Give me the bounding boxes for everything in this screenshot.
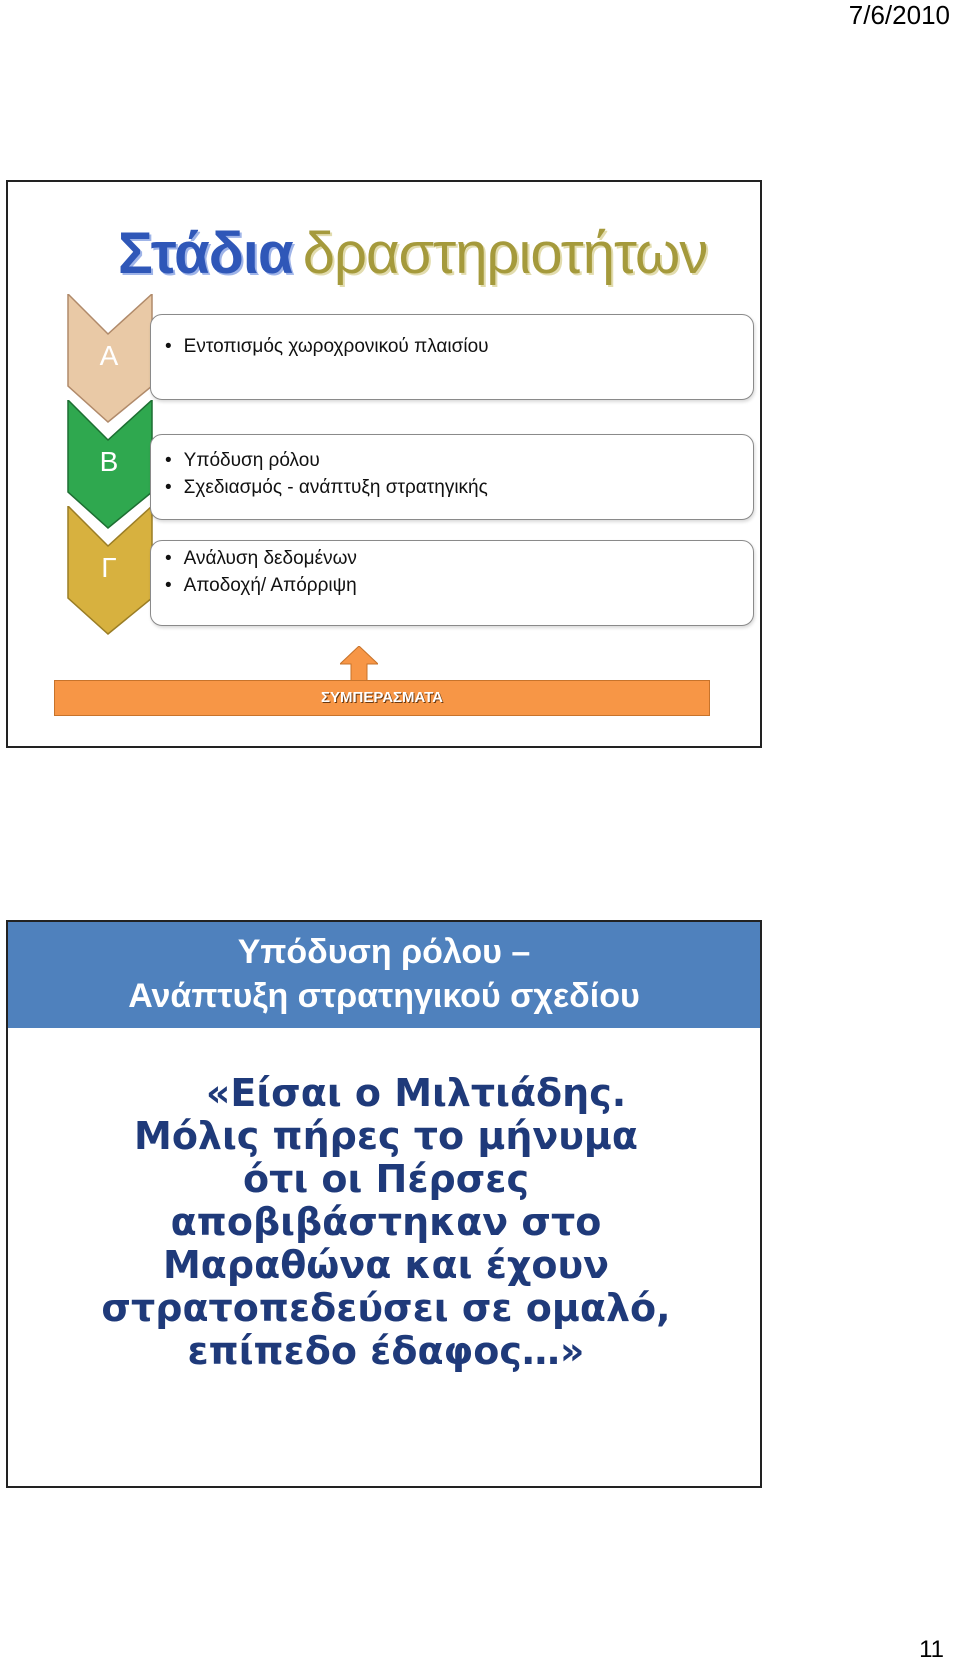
body-line: Μόλις πήρες το μήνυμα xyxy=(134,1114,638,1158)
title-part-2: δραστηριοτήτων xyxy=(302,221,708,286)
stage-box-c xyxy=(150,540,754,626)
stage-chevron-c xyxy=(66,506,162,636)
header-date: 7/6/2010 xyxy=(848,0,950,30)
stage-letter-c: Γ xyxy=(101,552,117,583)
body-line: επίπεδο έδαφος…» xyxy=(187,1329,585,1373)
conclusions-bar xyxy=(54,680,710,716)
stage-b-item: • Υπόδυση ρόλου xyxy=(165,447,488,474)
body-line: αποβιβάστηκαν στο xyxy=(170,1200,602,1244)
slide-stages xyxy=(6,180,762,748)
page-number: 11 xyxy=(919,1636,944,1663)
slide-header xyxy=(8,922,760,1028)
stage-c-item: • Ανάλυση δεδομένων xyxy=(165,545,357,572)
slide-header-line-1: Υπόδυση ρόλου – xyxy=(237,933,531,971)
stage-a-item: • Εντοπισμός χωροχρονικού πλαισίου xyxy=(165,333,489,360)
body-line: στρατοπεδεύσει σε ομαλό, xyxy=(101,1286,671,1330)
slide-title xyxy=(118,220,707,287)
body-line: «Είσαι ο Μιλτιάδης. xyxy=(205,1071,627,1115)
conclusions-label: ΣΥΜΠΕΡΑΣΜΑΤΑ xyxy=(320,689,444,706)
slide-role-play xyxy=(6,920,762,1488)
stage-b-item: • Σχεδιασμός - ανάπτυξη στρατηγικής xyxy=(165,474,488,501)
body-line: ότι οι Πέρσες xyxy=(243,1157,529,1201)
stage-letter-b: Β xyxy=(99,446,119,477)
body-line: Μαραθώνα και έχουν xyxy=(162,1243,610,1287)
stage-box-b xyxy=(150,434,754,520)
stage-box-a xyxy=(150,314,754,400)
slide-header-line-2: Ανάπτυξη στρατηγικού σχεδίου xyxy=(128,977,640,1015)
stage-c-item: • Αποδοχή/ Απόρριψη xyxy=(165,572,357,599)
title-part-1: Στάδια xyxy=(118,221,293,286)
slide-body-text xyxy=(28,1072,744,1373)
stage-letter-a: Α xyxy=(99,340,119,371)
